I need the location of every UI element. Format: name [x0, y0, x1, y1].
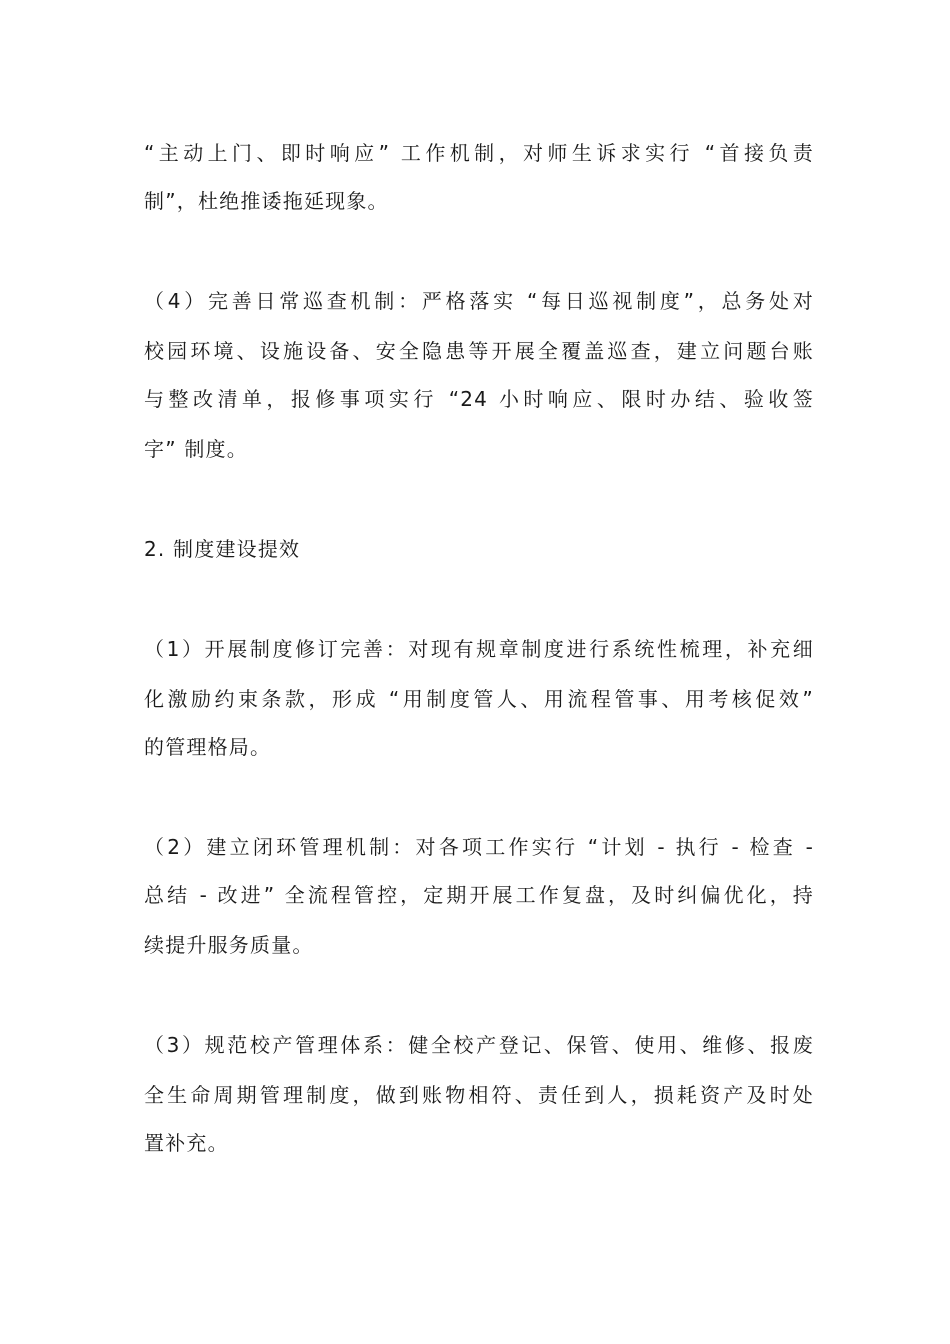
- text-line: 总结 - 改进” 全流程管控，定期开展工作复盘，及时纠偏优化，持: [144, 883, 814, 907]
- text-line: （3）规范校产管理体系：健全校产登记、保管、使用、维修、报废: [144, 1033, 814, 1057]
- text-line: 全生命周期管理制度，做到账物相符、责任到人，损耗资产及时处: [144, 1083, 814, 1107]
- text-line: 字” 制度。: [144, 437, 248, 461]
- text-line: 制”，杜绝推诿拖延现象。: [144, 189, 389, 213]
- text-line: 的管理格局。: [144, 735, 272, 759]
- text-line: （2）建立闭环管理机制：对各项工作实行 “计划 - 执行 - 检查 -: [144, 835, 814, 859]
- text-line: 续提升服务质量。: [144, 933, 314, 957]
- text-line: 与整改清单，报修事项实行 “24 小时响应、限时办结、验收签: [144, 387, 814, 411]
- section-heading: 2. 制度建设提效: [144, 537, 301, 561]
- text-line: 校园环境、设施设备、安全隐患等开展全覆盖巡查，建立问题台账: [144, 339, 814, 363]
- text-line: “主动上门、即时响应” 工作机制，对师生诉求实行 “首接负责: [144, 141, 814, 165]
- text-line: 置补充。: [144, 1131, 229, 1155]
- text-line: 化激励约束条款，形成 “用制度管人、用流程管事、用考核促效”: [144, 687, 814, 711]
- text-line: （4）完善日常巡查机制：严格落实 “每日巡视制度”，总务处对: [144, 289, 814, 313]
- text-line: （1）开展制度修订完善：对现有规章制度进行系统性梳理，补充细: [144, 637, 814, 661]
